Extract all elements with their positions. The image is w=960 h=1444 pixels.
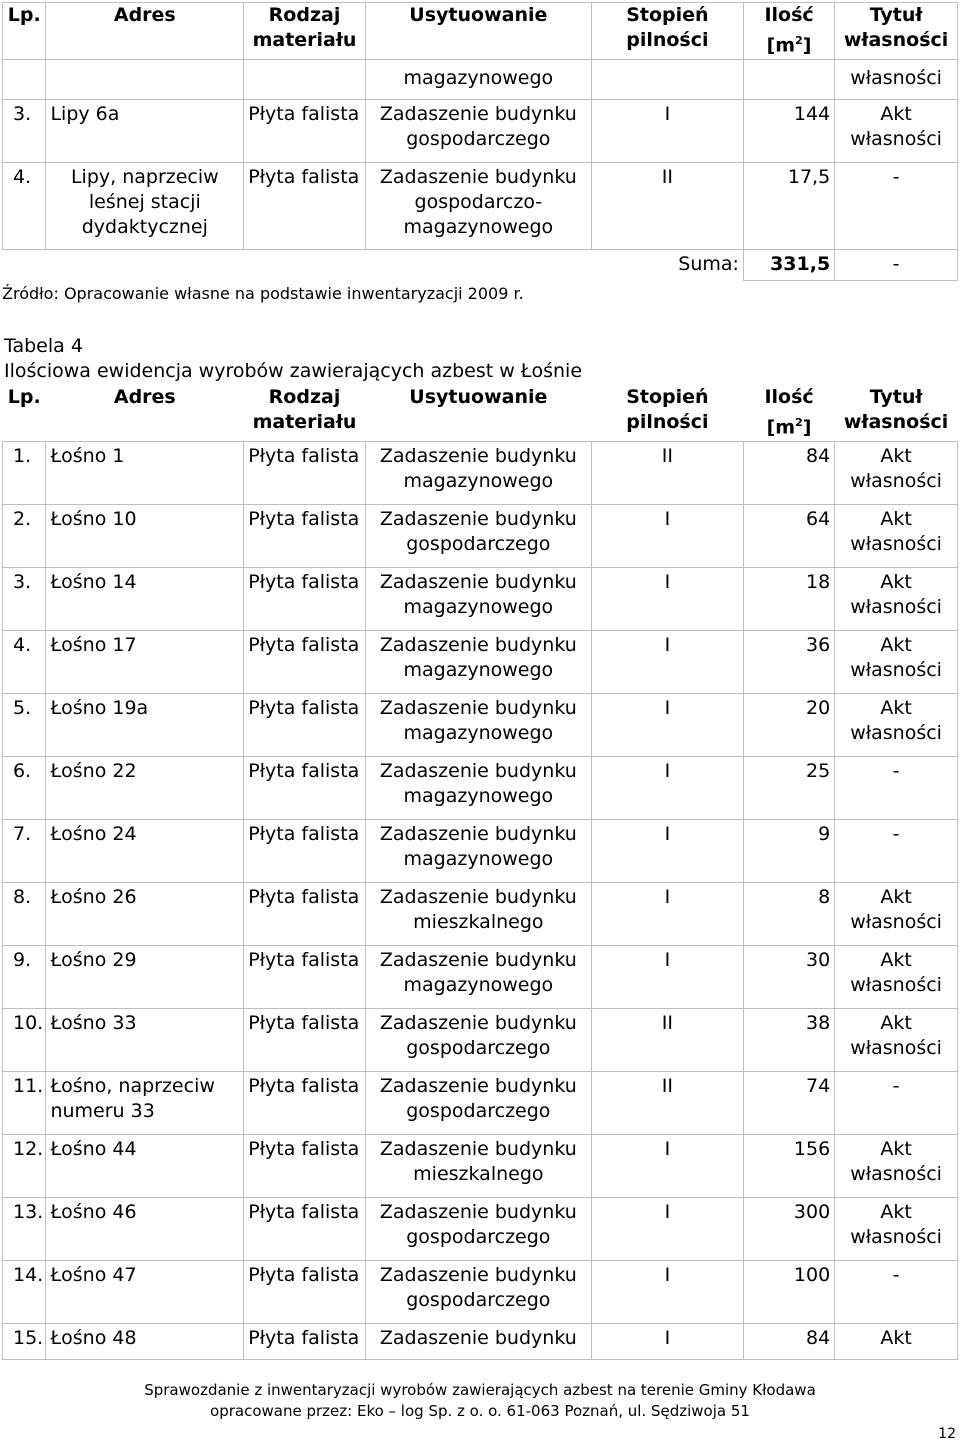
- cell-lp: 5.: [3, 694, 46, 757]
- cell-tytul: -: [835, 820, 958, 883]
- cell-usytuowanie: Zadaszenie budynku magazynowego: [365, 694, 591, 757]
- cell-usytuowanie: Zadaszenie budynku: [365, 1324, 591, 1360]
- header-lp: Lp.: [3, 3, 46, 60]
- table-row: [3, 1072, 958, 1135]
- header-stopien: Stopień pilności: [591, 385, 743, 442]
- header-ilosc: Ilość $[m^2]$: [743, 385, 834, 442]
- table-row: [3, 442, 958, 505]
- table-row: [3, 1324, 958, 1360]
- cell-stopien: I: [591, 1261, 743, 1324]
- header-usytuowanie: Usytuowanie: [365, 385, 591, 442]
- cell-adres: Łośno 44: [46, 1135, 244, 1198]
- cell-adres: Łośno 14: [46, 568, 244, 631]
- cell-usytuowanie: magazynowego: [365, 60, 591, 100]
- cell-ilosc: 84: [743, 1324, 834, 1360]
- cell-lp: 15.: [3, 1324, 46, 1360]
- table-continuation: [2, 2, 958, 281]
- cell-usytuowanie: Zadaszenie budynku mieszkalnego: [365, 1135, 591, 1198]
- header-lp: Lp.: [3, 385, 46, 442]
- cell-rodzaj: Płyta falista: [244, 1072, 366, 1135]
- header-adres: Adres: [46, 3, 244, 60]
- cell-rodzaj: Płyta falista: [244, 757, 366, 820]
- cell-tytul: Akt własności: [835, 505, 958, 568]
- cell-stopien: II: [591, 163, 743, 250]
- source-note: Źródło: Opracowanie własne na podstawie inwentaryzacji 2009 r.: [2, 284, 524, 303]
- header-usytuowanie: Usytuowanie: [365, 3, 591, 60]
- cell-lp: 10.: [3, 1009, 46, 1072]
- cell-ilosc: 9: [743, 820, 834, 883]
- cell-lp: 14.: [3, 1261, 46, 1324]
- table-row: [3, 1135, 958, 1198]
- cell-tytul: Akt własności: [835, 1198, 958, 1261]
- table2-body: [3, 442, 958, 1360]
- cell-stopien: I: [591, 1324, 743, 1360]
- cell-usytuowanie: Zadaszenie budynku gospodarczo-magazynowego: [365, 163, 591, 250]
- table1-header: [3, 3, 958, 60]
- cell-tytul: Akt własności: [835, 100, 958, 163]
- cell-tytul: -: [835, 163, 958, 250]
- table2-header: [3, 385, 958, 442]
- cell-rodzaj: Płyta falista: [244, 163, 366, 250]
- cell-usytuowanie: Zadaszenie budynku magazynowego: [365, 757, 591, 820]
- sum-value: 331,5: [743, 250, 834, 281]
- cell-tytul: Akt własności: [835, 568, 958, 631]
- cell-rodzaj: Płyta falista: [244, 946, 366, 1009]
- cell-tytul: -: [835, 1261, 958, 1324]
- table-row: [3, 631, 958, 694]
- cell-adres: Łośno 1: [46, 442, 244, 505]
- cell-rodzaj: Płyta falista: [244, 694, 366, 757]
- cell-tytul: Akt własności: [835, 1009, 958, 1072]
- cell-ilosc: 64: [743, 505, 834, 568]
- cell-lp: 3.: [3, 100, 46, 163]
- cell-adres: Łośno 33: [46, 1009, 244, 1072]
- cell-rodzaj: Płyta falista: [244, 100, 366, 163]
- cell-adres: Łośno, naprzeciw numeru 33: [46, 1072, 244, 1135]
- header-tytul: Tytuł własności: [835, 385, 958, 442]
- table-row: [3, 163, 958, 250]
- cell-tytul: własności: [835, 60, 958, 100]
- cell-ilosc: 36: [743, 631, 834, 694]
- cell-adres: Łośno 19a: [46, 694, 244, 757]
- cell-stopien: I: [591, 694, 743, 757]
- cell-usytuowanie: Zadaszenie budynku gospodarczego: [365, 1072, 591, 1135]
- table-row: [3, 1198, 958, 1261]
- cell-rodzaj: Płyta falista: [244, 442, 366, 505]
- header-stopien: Stopień pilności: [591, 3, 743, 60]
- cell-ilosc: 156: [743, 1135, 834, 1198]
- cell-stopien: I: [591, 757, 743, 820]
- cell-stopien: II: [591, 1072, 743, 1135]
- cell-usytuowanie: Zadaszenie budynku gospodarczego: [365, 1009, 591, 1072]
- cell-usytuowanie: Zadaszenie budynku gospodarczego: [365, 100, 591, 163]
- table-row: [3, 1009, 958, 1072]
- cell-usytuowanie: Zadaszenie budynku gospodarczego: [365, 1198, 591, 1261]
- table-row: [3, 883, 958, 946]
- cell-tytul: -: [835, 757, 958, 820]
- cell-lp: 12.: [3, 1135, 46, 1198]
- cell-tytul: Akt własności: [835, 1135, 958, 1198]
- cell-rodzaj: Płyta falista: [244, 568, 366, 631]
- cell-lp: 8.: [3, 883, 46, 946]
- cell-ilosc: 84: [743, 442, 834, 505]
- cell-usytuowanie: Zadaszenie budynku gospodarczego: [365, 505, 591, 568]
- table-row: [3, 100, 958, 163]
- cell-adres: Łośno 24: [46, 820, 244, 883]
- cell-adres: Łośno 46: [46, 1198, 244, 1261]
- cell-ilosc: 100: [743, 1261, 834, 1324]
- cell-stopien: I: [591, 100, 743, 163]
- cell-rodzaj: Płyta falista: [244, 1261, 366, 1324]
- table-row: [3, 694, 958, 757]
- table-row: [3, 60, 958, 100]
- table-row: [3, 568, 958, 631]
- table-row: [3, 505, 958, 568]
- header-tytul: Tytuł własności: [835, 3, 958, 60]
- cell-lp: 4.: [3, 631, 46, 694]
- cell-adres: Łośno 48: [46, 1324, 244, 1360]
- cell-ilosc: 144: [743, 100, 834, 163]
- cell-lp: 4.: [3, 163, 46, 250]
- cell-adres: Łośno 47: [46, 1261, 244, 1324]
- cell-stopien: I: [591, 883, 743, 946]
- cell-adres: Łośno 29: [46, 946, 244, 1009]
- cell-ilosc: 17,5: [743, 163, 834, 250]
- cell-tytul: Akt własności: [835, 883, 958, 946]
- cell-lp: 13.: [3, 1198, 46, 1261]
- cell-tytul: -: [835, 1072, 958, 1135]
- header-adres: Adres: [46, 385, 244, 442]
- sum-tytul: -: [835, 250, 958, 281]
- header-ilosc: Ilość $[m^2]$: [743, 3, 834, 60]
- header-rodzaj: Rodzaj materiału: [244, 3, 366, 60]
- cell-usytuowanie: Zadaszenie budynku magazynowego: [365, 442, 591, 505]
- cell-rodzaj: Płyta falista: [244, 1324, 366, 1360]
- cell-adres: Łośno 26: [46, 883, 244, 946]
- cell-ilosc: 8: [743, 883, 834, 946]
- cell-ilosc: 300: [743, 1198, 834, 1261]
- cell-usytuowanie: Zadaszenie budynku gospodarczego: [365, 1261, 591, 1324]
- cell-stopien: I: [591, 568, 743, 631]
- cell-adres: Lipy 6a: [46, 100, 244, 163]
- cell-rodzaj: Płyta falista: [244, 820, 366, 883]
- table-caption: [4, 334, 582, 384]
- cell-tytul: Akt własności: [835, 694, 958, 757]
- cell-stopien: I: [591, 820, 743, 883]
- cell-lp: 9.: [3, 946, 46, 1009]
- cell-stopien: II: [591, 1009, 743, 1072]
- table-row: [3, 1261, 958, 1324]
- header-rodzaj: Rodzaj materiału: [244, 385, 366, 442]
- cell-ilosc: 38: [743, 1009, 834, 1072]
- cell-stopien: I: [591, 631, 743, 694]
- cell-usytuowanie: Zadaszenie budynku magazynowego: [365, 946, 591, 1009]
- cell-lp: 11.: [3, 1072, 46, 1135]
- cell-tytul: Akt własności: [835, 631, 958, 694]
- cell-lp: 6.: [3, 757, 46, 820]
- cell-usytuowanie: Zadaszenie budynku magazynowego: [365, 568, 591, 631]
- cell-stopien: II: [591, 442, 743, 505]
- cell-rodzaj: Płyta falista: [244, 505, 366, 568]
- cell-usytuowanie: Zadaszenie budynku magazynowego: [365, 820, 591, 883]
- table-row: [3, 757, 958, 820]
- cell-stopien: I: [591, 505, 743, 568]
- cell-usytuowanie: Zadaszenie budynku mieszkalnego: [365, 883, 591, 946]
- cell-tytul: Akt własności: [835, 442, 958, 505]
- sum-row: [3, 250, 958, 281]
- footer-line-2: opracowane przez: Eko – log Sp. z o. o. 61-063 Poznań, ul. Sędziwoja 51: [210, 1402, 750, 1420]
- footer-line-1: Sprawozdanie z inwentaryzacji wyrobów zawierających azbest na terenie Gminy Kłodawa: [144, 1381, 816, 1399]
- table-title: Ilościowa ewidencja wyrobów zawierających azbest w Łośnie: [4, 360, 583, 382]
- cell-rodzaj: Płyta falista: [244, 631, 366, 694]
- table-losno: [2, 385, 958, 1360]
- cell-rodzaj: Płyta falista: [244, 1135, 366, 1198]
- page-footer: [0, 1380, 960, 1422]
- cell-tytul: Akt: [835, 1324, 958, 1360]
- table-number: Tabela 4: [4, 335, 83, 357]
- cell-lp: 1.: [3, 442, 46, 505]
- cell-adres: Lipy, naprzeciw leśnej stacji dydaktycznej: [46, 163, 244, 250]
- cell-stopien: I: [591, 1198, 743, 1261]
- page-number: 12: [938, 1426, 956, 1442]
- cell-ilosc: 18: [743, 568, 834, 631]
- cell-adres: Łośno 22: [46, 757, 244, 820]
- cell-ilosc: 20: [743, 694, 834, 757]
- cell-stopien: I: [591, 1135, 743, 1198]
- cell-stopien: I: [591, 946, 743, 1009]
- cell-tytul: Akt własności: [835, 946, 958, 1009]
- table-row: [3, 946, 958, 1009]
- table-row: [3, 820, 958, 883]
- cell-adres: Łośno 17: [46, 631, 244, 694]
- sum-label: Suma:: [3, 250, 744, 281]
- cell-lp: 7.: [3, 820, 46, 883]
- cell-usytuowanie: Zadaszenie budynku magazynowego: [365, 631, 591, 694]
- cell-rodzaj: Płyta falista: [244, 1009, 366, 1072]
- cell-rodzaj: Płyta falista: [244, 1198, 366, 1261]
- cell-ilosc: 30: [743, 946, 834, 1009]
- cell-ilosc: 74: [743, 1072, 834, 1135]
- cell-ilosc: 25: [743, 757, 834, 820]
- cell-lp: 2.: [3, 505, 46, 568]
- cell-rodzaj: Płyta falista: [244, 883, 366, 946]
- cell-adres: Łośno 10: [46, 505, 244, 568]
- cell-lp: 3.: [3, 568, 46, 631]
